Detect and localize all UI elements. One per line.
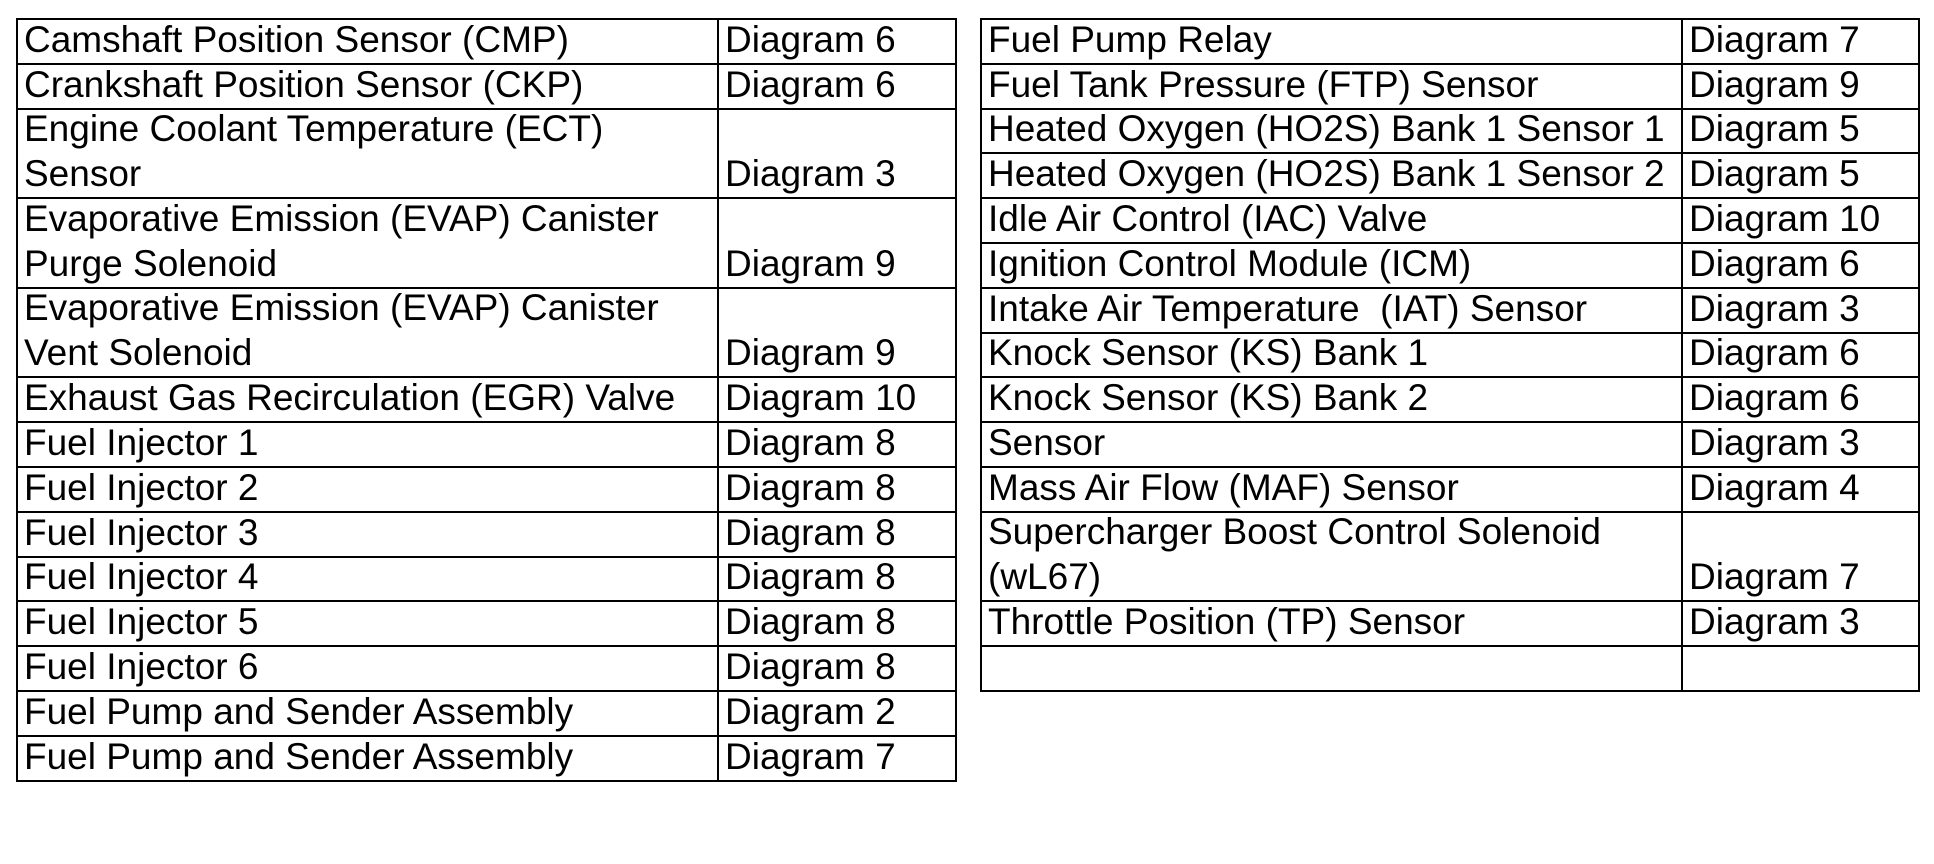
diagram-ref-cell: Diagram 6 xyxy=(725,64,896,105)
component-name-cell: Knock Sensor (KS) Bank 1 xyxy=(988,333,1429,374)
diagram-ref-cell: Diagram 10 xyxy=(725,378,917,419)
component-name-cell xyxy=(982,647,1681,690)
diagram-ref-cell: Diagram 3 xyxy=(1689,602,1860,643)
diagram-ref-cell: Diagram 4 xyxy=(1689,468,1860,508)
component-name-cell: Engine Coolant Temperature (ECT) Sensor xyxy=(24,109,604,195)
component-name-cell: Mass Air Flow (MAF) Sensor xyxy=(988,468,1459,508)
diagram-ref-cell: Diagram 8 xyxy=(725,557,896,598)
diagram-ref-cell: Diagram 9 xyxy=(725,332,896,374)
diagram-ref-cell: Diagram 7 xyxy=(1689,20,1860,60)
diagram-ref-cell: Diagram 8 xyxy=(725,468,896,508)
column-border xyxy=(16,18,18,782)
component-name-cell: Sensor xyxy=(988,423,1106,463)
column-border xyxy=(955,18,957,782)
component-name-cell: Exhaust Gas Recirculation (EGR) Valve xyxy=(24,378,676,419)
component-name-cell: Heated Oxygen (HO2S) Bank 1 Sensor 2 xyxy=(988,154,1665,195)
diagram-ref-cell: Diagram 3 xyxy=(1689,423,1860,463)
diagram-ref-cell: Diagram 8 xyxy=(725,602,896,643)
column-border xyxy=(717,18,719,782)
diagram-ref-cell: Diagram 7 xyxy=(725,736,896,777)
component-name-cell: Fuel Injector 2 xyxy=(24,468,259,508)
column-border xyxy=(980,18,982,692)
component-name-cell: Fuel Injector 1 xyxy=(24,423,259,463)
diagram-ref-cell: Diagram 8 xyxy=(725,423,896,463)
diagram-ref-cell: Diagram 3 xyxy=(725,153,896,195)
component-name-cell: Ignition Control Module (ICM) xyxy=(988,244,1472,284)
component-name-cell: Fuel Pump and Sender Assembly xyxy=(24,692,574,732)
component-name-cell: Idle Air Control (IAC) Valve xyxy=(988,199,1428,239)
component-name-cell: Camshaft Position Sensor (CMP) xyxy=(24,20,569,60)
diagram-ref-cell: Diagram 7 xyxy=(1689,556,1860,598)
component-name-cell: Throttle Position (TP) Sensor xyxy=(988,602,1466,643)
diagram-ref-cell: Diagram 6 xyxy=(1689,333,1860,374)
diagram-ref-cell: Diagram 8 xyxy=(725,647,896,687)
component-name-cell: Fuel Injector 6 xyxy=(24,647,259,687)
component-name-cell: Fuel Tank Pressure (FTP) Sensor xyxy=(988,64,1539,105)
diagram-ref-cell: Diagram 5 xyxy=(1689,109,1860,150)
diagram-ref-cell: Diagram 6 xyxy=(1689,244,1860,284)
diagram-ref-cell: Diagram 5 xyxy=(1689,154,1860,195)
component-name-cell: Fuel Pump and Sender Assembly xyxy=(24,736,574,777)
component-name-cell: Intake Air Temperature (IAT) Sensor xyxy=(988,288,1588,329)
diagram-ref-cell: Diagram 2 xyxy=(725,692,896,732)
column-border xyxy=(1681,18,1683,692)
component-name-cell: Fuel Injector 4 xyxy=(24,557,259,598)
component-name-cell: Fuel Injector 3 xyxy=(24,512,259,553)
diagram-ref-cell: Diagram 6 xyxy=(1689,378,1860,419)
component-name-cell: Knock Sensor (KS) Bank 2 xyxy=(988,378,1429,419)
component-name-cell: Supercharger Boost Control Solenoid (wL67) xyxy=(988,512,1601,598)
diagram-ref-cell: Diagram 3 xyxy=(1689,288,1860,329)
diagram-ref-cell: Diagram 6 xyxy=(725,20,896,60)
diagram-ref-cell xyxy=(1683,647,1918,690)
component-name-cell: Evaporative Emission (EVAP) Canister Vent Solenoid xyxy=(24,288,659,374)
component-name-cell: Crankshaft Position Sensor (CKP) xyxy=(24,64,584,105)
column-border xyxy=(1918,18,1920,692)
diagram-ref-cell: Diagram 9 xyxy=(1689,64,1860,105)
component-name-cell: Fuel Pump Relay xyxy=(988,20,1272,60)
component-name-cell: Heated Oxygen (HO2S) Bank 1 Sensor 1 xyxy=(988,109,1665,150)
component-name-cell: Evaporative Emission (EVAP) Canister Purge Solenoid xyxy=(24,199,659,284)
diagram-ref-cell: Diagram 8 xyxy=(725,512,896,553)
row-divider xyxy=(16,780,957,782)
diagram-ref-cell: Diagram 9 xyxy=(725,242,896,284)
row-divider xyxy=(980,690,1920,692)
diagram-ref-cell: Diagram 10 xyxy=(1689,199,1881,239)
component-name-cell: Fuel Injector 5 xyxy=(24,602,259,643)
